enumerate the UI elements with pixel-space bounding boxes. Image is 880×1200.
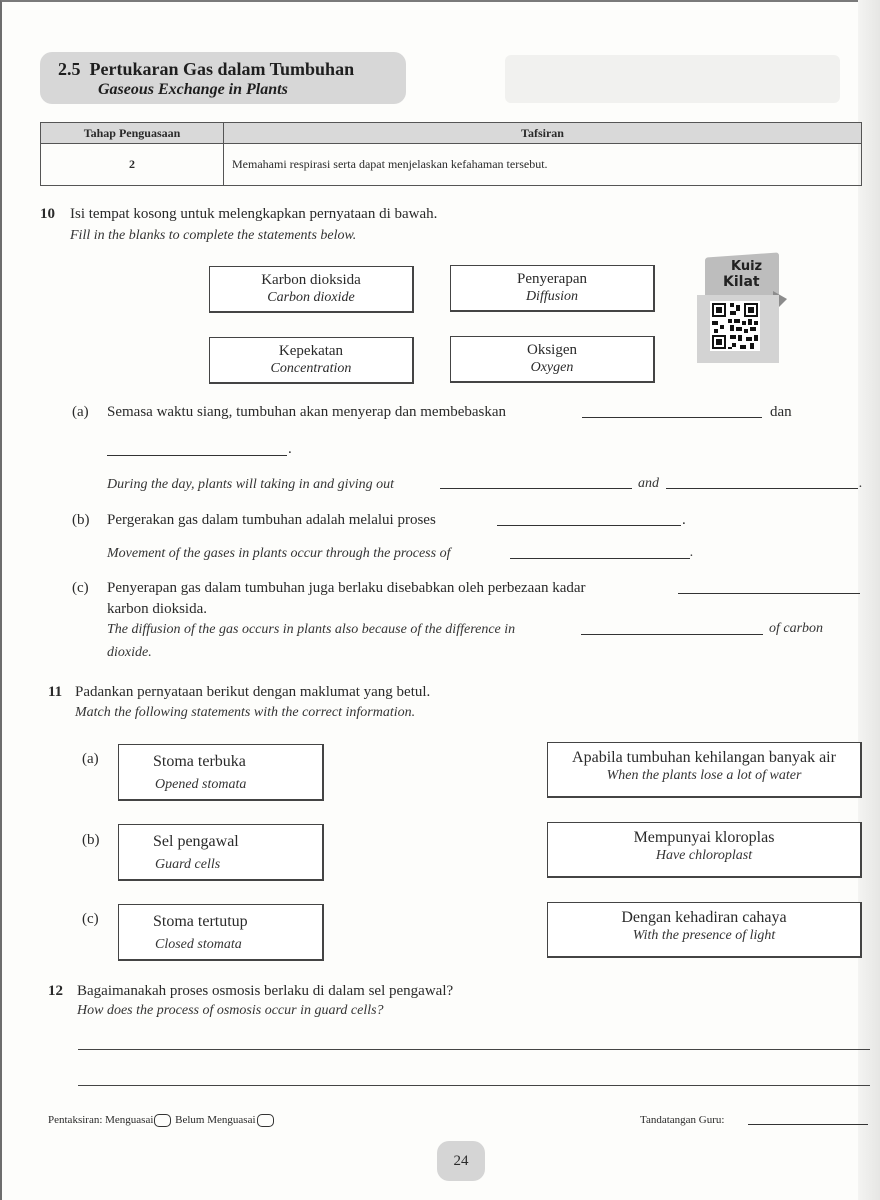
q11-c-label: (c) [82,911,99,927]
kuiz-kilat-badge[interactable] [697,255,787,363]
q10-a-en-end: . [859,476,863,491]
not-mastered-checkbox[interactable] [257,1114,274,1127]
q11-number: 11 [48,684,63,700]
word-box-carbon-dioxide [209,266,414,313]
match-left-en: Closed stomata [155,937,242,952]
match-right-ms: Dengan kehadiran cahaya [621,909,787,926]
q11-a-label: (a) [82,751,99,767]
table-cell-description: Memahami respirasi serta dapat menjelaskan kefahaman tersebut. [224,144,862,186]
match-right-en: When the plants lose a lot of water [606,768,802,783]
word-en: Carbon dioxide [267,290,355,305]
word-ms: Oksigen [527,342,577,358]
q12-answer-line-2[interactable] [78,1085,870,1086]
kuiz-label: Kuiz [731,259,763,274]
q10-a-en-blank-2[interactable] [666,488,858,489]
q12-number: 12 [48,983,63,999]
q10-c-ms-2: karbon dioksida. [107,601,207,617]
q12-question-ms: Bagaimanakah proses osmosis berlaku di dalam sel pengawal? [77,983,454,999]
match-right-lose-water[interactable] [547,742,862,798]
match-left-ms: Stoma terbuka [153,753,246,770]
word-en: Diffusion [525,289,579,304]
mastered-label: Menguasai [105,1114,154,1127]
signature-row [640,1114,724,1126]
word-box-concentration [209,337,414,384]
assessment-row [48,1114,275,1127]
q10-instruction-ms: Isi tempat kosong untuk melengkapkan pernyataan di bawah. [70,206,438,222]
q10-c-label: (c) [72,580,89,596]
q10-number: 10 [40,206,55,222]
q10-a-blank-2[interactable] [107,455,287,456]
not-mastered-label: Belum Menguasai [175,1114,256,1127]
word-en: Oxygen [530,360,574,375]
q10-b-en-end: . [690,545,694,560]
match-right-ms: Apabila tumbuhan kehilangan banyak air [572,749,836,766]
kilat-label: Kilat [723,274,760,290]
table-header-level: Tahap Penguasaan [41,123,224,144]
q10-a-label: (a) [72,404,89,420]
teacher-signature-label: Tandatangan Guru: [640,1114,725,1126]
q10-a-en-2: and [638,476,659,491]
table-row [41,144,862,186]
q10-a-ms-1: Semasa waktu siang, tumbuhan akan menyerap dan membebaskan [107,404,507,420]
match-right-ms: Mempunyai kloroplas [633,829,775,846]
match-left-guard-cells[interactable] [118,824,324,881]
teacher-signature-line[interactable] [748,1124,868,1125]
assessment-label: Pentaksiran: [48,1114,103,1127]
section-header [40,52,406,104]
qr-code-icon [710,301,760,351]
q12-answer-line-1[interactable] [78,1049,870,1050]
q11-instruction-en: Match the following statements with the correct information. [75,705,416,720]
q10-b-label: (b) [72,512,90,528]
match-right-chloroplast[interactable] [547,822,862,878]
q10-b-blank[interactable] [497,525,681,526]
q12-question-en: How does the process of osmosis occur in guard cells? [77,1003,384,1018]
word-ms: Karbon dioksida [261,272,361,288]
q11-instruction-ms: Padankan pernyataan berikut dengan maklumat yang betul. [75,684,431,700]
qr-code-panel [697,295,779,363]
match-left-closed-stomata[interactable] [118,904,324,961]
match-right-en: With the presence of light [632,928,776,943]
q10-a-en-blank-1[interactable] [440,488,632,489]
match-left-ms: Stoma tertutup [153,913,248,930]
q10-c-ms-1: Penyerapan gas dalam tumbuhan juga berlaku disebabkan oleh perbezaan kadar [107,580,586,596]
match-left-opened-stomata[interactable] [118,744,324,801]
q10-c-en-blank[interactable] [581,634,763,635]
word-en: Concentration [270,361,352,376]
word-ms: Penyerapan [517,271,587,287]
q10-b-en: Movement of the gases in plants occur through the process of [107,546,451,561]
table-header-row [41,123,862,144]
q10-c-en-3: dioxide. [107,645,152,660]
mastery-table [40,122,862,186]
section-title-en: Gaseous Exchange in Plants [98,81,288,98]
table-header-interpretation: Tafsiran [224,123,862,144]
q10-a-blank-1[interactable] [582,417,762,418]
match-left-ms: Sel pengawal [153,833,239,850]
match-right-en: Have chloroplast [655,848,753,863]
match-right-presence-of-light[interactable] [547,902,862,958]
q10-a-ms-2: dan [770,404,792,420]
q10-c-blank[interactable] [678,593,860,594]
word-ms: Kepekatan [278,343,344,359]
q10-b-ms-end: . [682,512,686,528]
section-number: 2.5 [58,59,81,79]
word-box-oxygen [450,336,655,383]
match-left-en: Guard cells [155,857,221,872]
table-cell-level: 2 [41,144,224,186]
q10-a-ms-end: . [288,441,292,457]
q10-b-en-blank[interactable] [510,558,690,559]
mastered-checkbox[interactable] [154,1114,171,1127]
q10-b-ms: Pergerakan gas dalam tumbuhan adalah melalui proses [107,512,436,528]
page-number: 24 [437,1141,485,1181]
section-title-ms: Pertukaran Gas dalam Tumbuhan [89,59,355,79]
q10-c-en-2: of carbon [769,621,824,636]
show-through-banner [505,55,840,103]
q10-c-en-1: The diffusion of the gas occurs in plants also because of the difference in [107,622,516,637]
word-box-diffusion [450,265,655,312]
match-left-en: Opened stomata [155,777,247,792]
q10-a-en-1: During the day, plants will taking in and giving out [107,477,394,492]
q10-instruction-en: Fill in the blanks to complete the statements below. [70,228,357,243]
q11-b-label: (b) [82,832,100,848]
